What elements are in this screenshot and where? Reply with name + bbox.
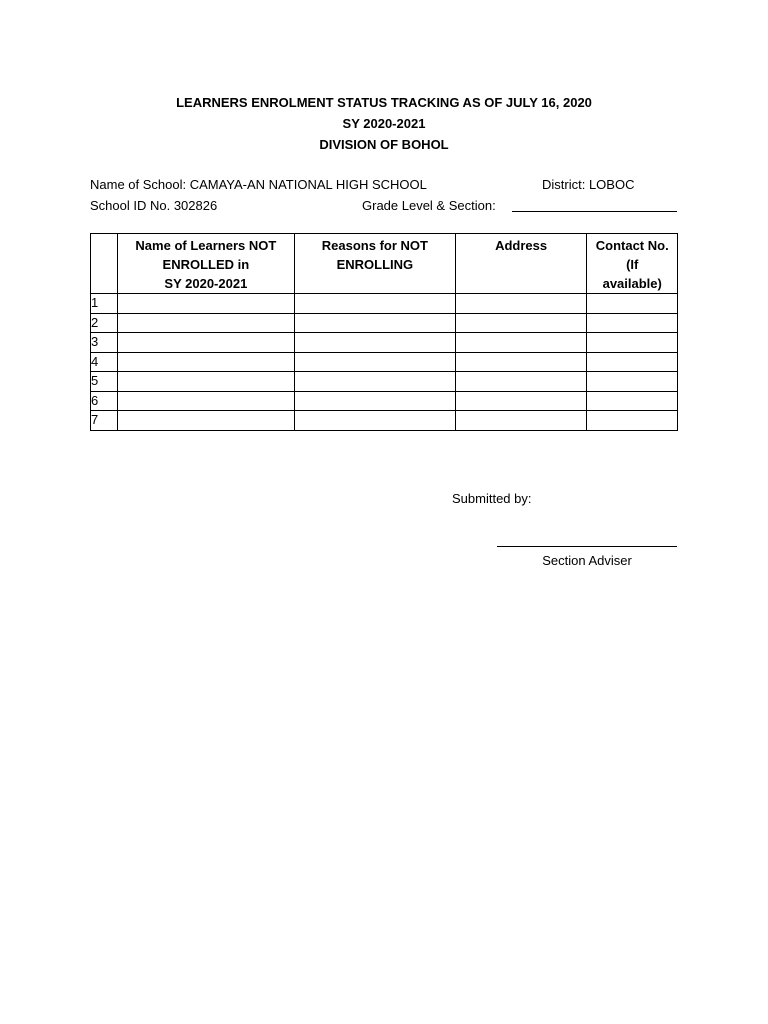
learner-name-cell bbox=[117, 313, 294, 333]
table-row bbox=[91, 372, 678, 392]
reason-cell bbox=[295, 352, 456, 372]
learner-name-cell bbox=[117, 411, 294, 431]
row-number: 2 bbox=[91, 313, 118, 333]
address-cell bbox=[455, 313, 587, 333]
header-contact bbox=[587, 234, 678, 294]
learner-name-cell bbox=[117, 372, 294, 392]
address-cell bbox=[455, 411, 587, 431]
header-address bbox=[455, 234, 587, 294]
table-row bbox=[91, 313, 678, 333]
header-line: Name of Learners NOT bbox=[135, 238, 277, 253]
learner-name-cell bbox=[117, 294, 294, 314]
header-line: available) bbox=[602, 276, 662, 291]
header-line: ENROLLING bbox=[336, 257, 414, 272]
school-name-field: Name of School: CAMAYA-AN NATIONAL HIGH SCHOOL bbox=[90, 177, 427, 192]
address-cell bbox=[455, 352, 587, 372]
school-year-heading: SY 2020-2021 bbox=[342, 116, 426, 131]
signature-line bbox=[497, 546, 677, 547]
row-number: 4 bbox=[91, 352, 118, 372]
contact-cell bbox=[587, 294, 678, 314]
header-line: (If bbox=[626, 257, 639, 272]
header-number bbox=[91, 234, 118, 294]
contact-cell bbox=[587, 391, 678, 411]
row-number: 3 bbox=[91, 333, 118, 353]
reason-cell bbox=[295, 372, 456, 392]
address-cell bbox=[455, 372, 587, 392]
reason-cell bbox=[295, 294, 456, 314]
row-number: 6 bbox=[91, 391, 118, 411]
reason-cell bbox=[295, 333, 456, 353]
table-row bbox=[91, 391, 678, 411]
table-row bbox=[91, 411, 678, 431]
table-header-row bbox=[91, 234, 678, 294]
row-number: 7 bbox=[91, 411, 118, 431]
header-line: Address bbox=[495, 238, 548, 253]
contact-cell bbox=[587, 372, 678, 392]
table-row bbox=[91, 352, 678, 372]
table-row bbox=[91, 333, 678, 353]
address-cell bbox=[455, 294, 587, 314]
grade-section-label: Grade Level & Section: bbox=[362, 198, 496, 213]
header-learner-name bbox=[117, 234, 294, 294]
grade-section-blank-line bbox=[512, 211, 677, 212]
header-line: Reasons for NOT bbox=[321, 238, 428, 253]
contact-cell bbox=[587, 313, 678, 333]
district-field: District: LOBOC bbox=[542, 177, 635, 192]
submitted-by-label: Submitted by: bbox=[452, 491, 532, 506]
signatory-label: Section Adviser bbox=[542, 553, 632, 568]
table-row bbox=[91, 294, 678, 314]
reason-cell bbox=[295, 391, 456, 411]
learners-table bbox=[90, 233, 678, 431]
learner-name-cell bbox=[117, 333, 294, 353]
header-line: Contact No. bbox=[595, 238, 669, 253]
contact-cell bbox=[587, 352, 678, 372]
row-number: 5 bbox=[91, 372, 118, 392]
reason-cell bbox=[295, 411, 456, 431]
header-line: ENROLLED in bbox=[162, 257, 250, 272]
address-cell bbox=[455, 391, 587, 411]
document-title: LEARNERS ENROLMENT STATUS TRACKING AS OF JULY 16, 2020 bbox=[176, 95, 592, 110]
division-heading: DIVISION OF BOHOL bbox=[319, 137, 449, 152]
header-line: SY 2020-2021 bbox=[164, 276, 248, 291]
header-reasons bbox=[295, 234, 456, 294]
reason-cell bbox=[295, 313, 456, 333]
row-number: 1 bbox=[91, 294, 118, 314]
address-cell bbox=[455, 333, 587, 353]
learner-name-cell bbox=[117, 352, 294, 372]
learner-name-cell bbox=[117, 391, 294, 411]
contact-cell bbox=[587, 411, 678, 431]
contact-cell bbox=[587, 333, 678, 353]
school-id-field: School ID No. 302826 bbox=[90, 198, 218, 213]
